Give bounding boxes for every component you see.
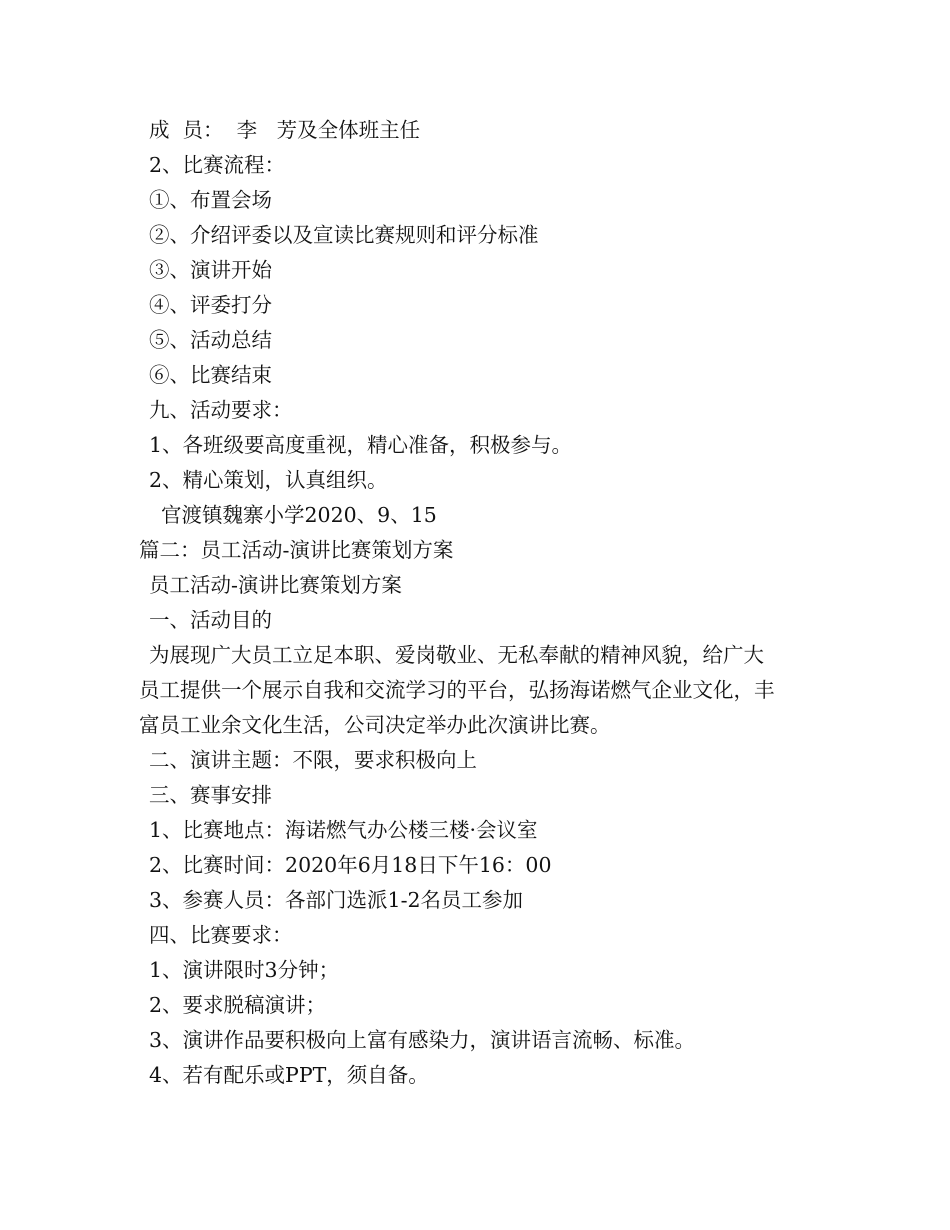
process-step-3: ③、演讲开始	[149, 258, 272, 282]
arrangement-heading: 三、赛事安排	[149, 783, 272, 807]
requirements-heading: 九、活动要求：	[149, 398, 293, 422]
process-step-6: ⑥、比赛结束	[149, 363, 272, 387]
participants-line: 3、参赛人员：各部门选派1-2名员工参加	[149, 888, 524, 912]
contest-requirements-heading: 四、比赛要求：	[149, 923, 293, 947]
purpose-heading: 一、活动目的	[149, 608, 272, 632]
process-step-1: ①、布置会场	[149, 188, 272, 212]
contest-requirement-4: 4、若有配乐或PPT，须自备。	[149, 1063, 429, 1087]
purpose-text-line-1: 为展现广大员工立足本职、爱岗敬业、无私奉献的精神风貌，给广大	[149, 643, 764, 667]
process-heading: 2、比赛流程：	[149, 153, 286, 177]
contest-requirement-1: 1、演讲限时3分钟；	[149, 958, 340, 982]
purpose-text-line-2: 员工提供一个展示自我和交流学习的平台，弘扬海诺燃气企业文化，丰	[139, 678, 775, 702]
theme-line: 二、演讲主题：不限，要求积极向上	[149, 748, 477, 772]
plan-title: 员工活动-演讲比赛策划方案	[149, 573, 402, 597]
requirement-2: 2、精心策划，认真组织。	[149, 468, 388, 492]
members-line: 成 员： 李 芳及全体班主任	[149, 118, 421, 142]
process-step-2: ②、介绍评委以及宣读比赛规则和评分标准	[149, 223, 539, 247]
section-two-title: 篇二：员工活动-演讲比赛策划方案	[139, 538, 454, 562]
process-step-5: ⑤、活动总结	[149, 328, 272, 352]
contest-requirement-2: 2、要求脱稿演讲；	[149, 993, 327, 1017]
time-line: 2、比赛时间：2020年6月18日下午16：00	[149, 853, 552, 877]
requirement-1: 1、各班级要高度重视，精心准备，积极参与。	[149, 433, 573, 457]
purpose-text-line-3: 富员工业余文化生活，公司决定举办此次演讲比赛。	[139, 713, 611, 737]
contest-requirement-3: 3、演讲作品要积极向上富有感染力，演讲语言流畅、标准。	[149, 1028, 696, 1052]
process-step-4: ④、评委打分	[149, 293, 272, 317]
signature-line: 官渡镇魏寨小学2020、9、15	[161, 503, 437, 527]
venue-line: 1、比赛地点：海诺燃气办公楼三楼·会议室	[149, 818, 538, 842]
document-body	[139, 113, 819, 1093]
